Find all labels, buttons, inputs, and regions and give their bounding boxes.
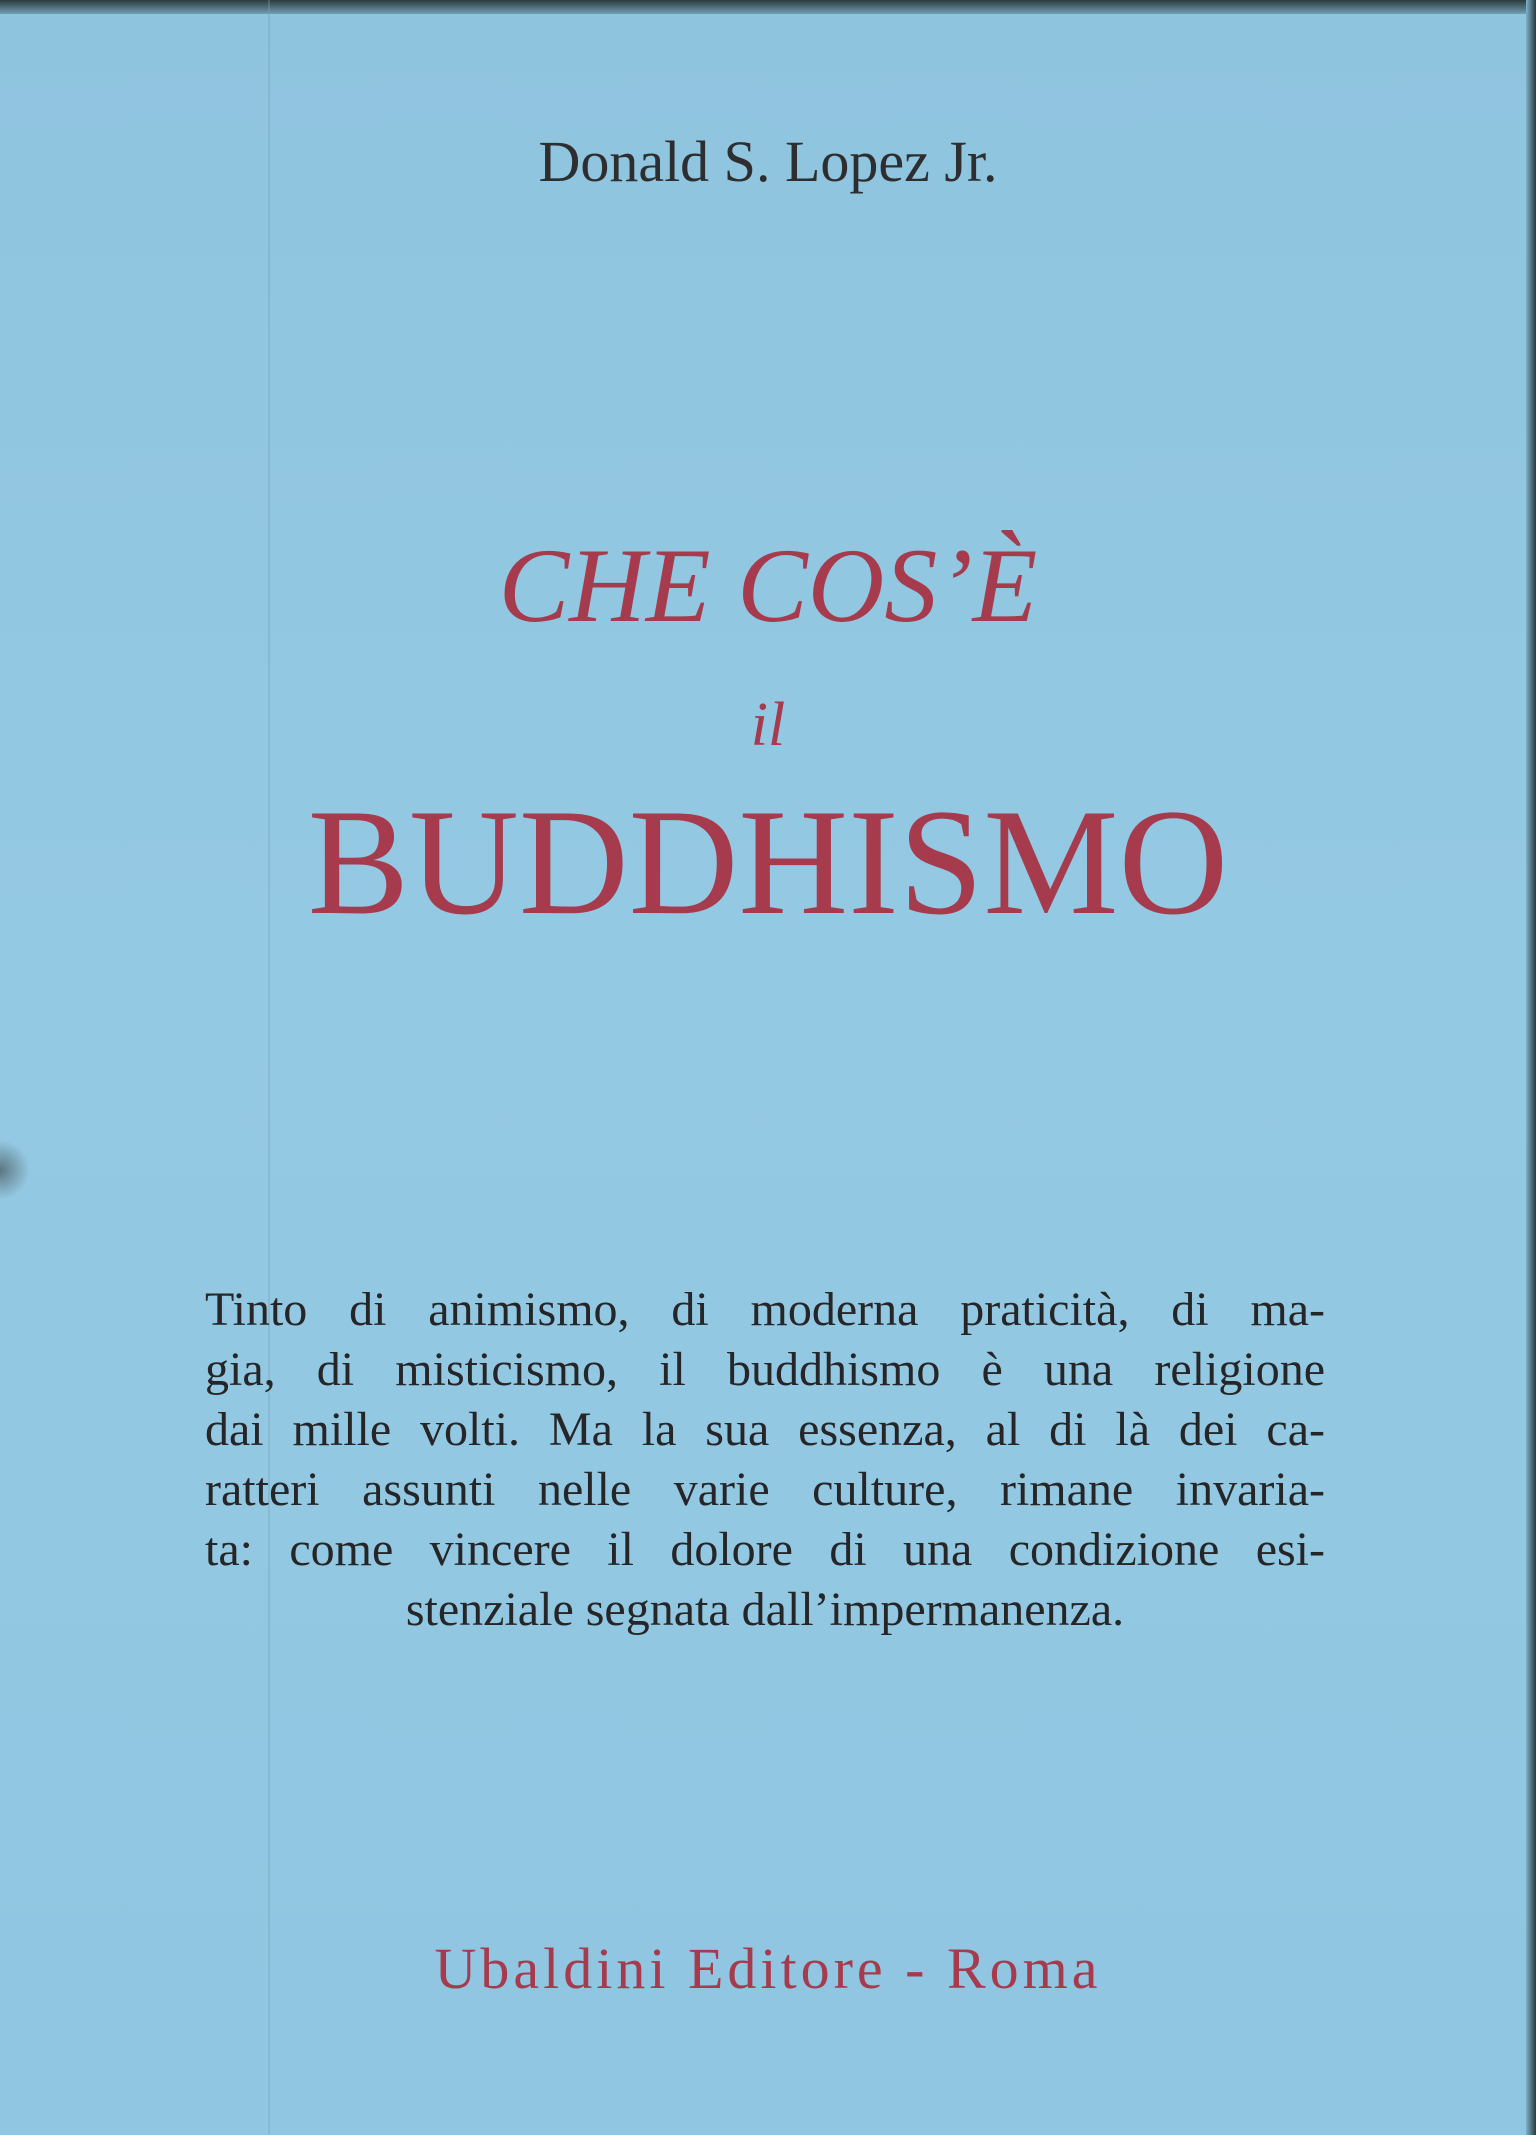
- blurb-line: gia, di misticismo, il buddhismo è una religione: [205, 1343, 1325, 1396]
- cover-scuff: [0, 1140, 30, 1200]
- title-line-3: BUDDHISMO: [307, 778, 1229, 946]
- blurb-line: stenziale segnata dall’impermanenza.: [405, 1583, 1125, 1636]
- blurb-text: [205, 1280, 1325, 1640]
- publisher-name: Ubaldini Editore - Roma: [434, 1936, 1102, 2001]
- blurb-line: ta: come vincere il dolore di una condizione esi-: [205, 1523, 1325, 1576]
- title-line-1: CHE COS’È: [498, 527, 1038, 644]
- blurb-line: dai mille volti. Ma la sua essenza, al di là dei ca-: [205, 1403, 1325, 1456]
- cover-crease: [268, 0, 270, 2135]
- cover-right-edge: [1526, 0, 1536, 2135]
- author-name: Donald S. Lopez Jr.: [538, 129, 998, 194]
- cover-top-edge: [0, 0, 1536, 14]
- title-line-2: il: [750, 691, 786, 759]
- blurb-line: ratteri assunti nelle varie culture, rimane invaria-: [205, 1463, 1325, 1516]
- blurb-line: Tinto di animismo, di moderna praticità, di ma-: [205, 1283, 1325, 1336]
